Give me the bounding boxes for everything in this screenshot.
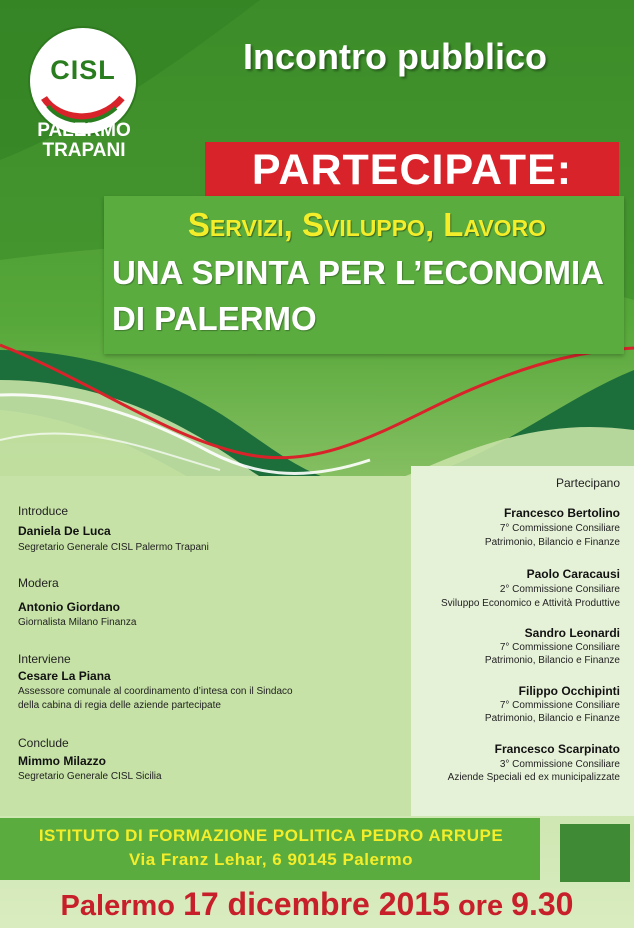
program-speaker-name: Mimmo Milazzo [18, 754, 107, 768]
program-speaker-name: Cesare La Piana [18, 669, 111, 683]
event-time: 9.30 [511, 886, 574, 922]
event-city: Palermo [60, 890, 175, 922]
participant-role: 7° Commissione Consiliare [499, 700, 620, 711]
venue-address: Via Franz Lehar, 6 90145 Palermo [128, 850, 414, 869]
participant-role: 2° Commissione Consiliare [499, 584, 620, 595]
program-section-label: Introduce [18, 504, 69, 518]
program-speaker-role: della cabina di regia delle aziende partecipate [18, 700, 221, 711]
logo-name: CISL [50, 55, 116, 85]
program-section-label: Conclude [18, 736, 69, 750]
event-date: 17 dicembre 2015 [183, 886, 450, 922]
event-date-line [0, 886, 634, 923]
participant-name: Sandro Leonardi [524, 626, 620, 640]
participant-role: 7° Commissione Consiliare [499, 642, 620, 653]
participant-role: Patrimonio, Bilancio e Finanze [484, 713, 620, 724]
event-type-title: Incontro pubblico [243, 36, 547, 77]
participant-name: Francesco Bertolino [503, 506, 620, 520]
event-time-label: ore [457, 890, 504, 922]
participant-role: Patrimonio, Bilancio e Finanze [484, 655, 620, 666]
program-speaker-name: Antonio Giordano [18, 600, 120, 614]
logo-city-palermo: PALERMO [37, 120, 131, 141]
program-section-label: Modera [18, 576, 59, 590]
participants-heading: Partecipano [555, 476, 620, 490]
venue-name: ISTITUTO DI FORMAZIONE POLITICA PEDRO ARRUPE [38, 826, 504, 845]
decorative-square [560, 824, 630, 882]
tagline-line-1: UNA SPINTA PER L’ECONOMIA [112, 254, 604, 291]
program-speaker-role: Segretario Generale CISL Sicilia [18, 771, 162, 782]
participant-role: 3° Commissione Consiliare [499, 759, 620, 770]
subtitle: Servizi, Sviluppo, Lavoro [187, 206, 547, 243]
program-speaker-role: Assessore comunale al coordinamento d’intesa con il Sindaco [18, 686, 293, 697]
program-speaker-role: Segretario Generale CISL Palermo Trapani [18, 542, 209, 553]
logo-city-trapani: TRAPANI [42, 140, 126, 161]
participant-name: Paolo Caracausi [526, 567, 620, 581]
tagline-line-2: DI PALERMO [112, 300, 317, 337]
main-title: PARTECIPATE: [251, 146, 573, 194]
participant-name: Francesco Scarpinato [494, 742, 620, 756]
program-section-label: Interviene [18, 652, 71, 666]
program-speaker-name: Daniela De Luca [18, 524, 111, 538]
participant-role: Sviluppo Economico e Attività Produttive [441, 598, 620, 609]
participant-role: Patrimonio, Bilancio e Finanze [484, 537, 620, 548]
program-speaker-role: Giornalista Milano Finanza [18, 617, 137, 628]
participant-name: Filippo Occhipinti [518, 684, 620, 698]
participant-role: Aziende Speciali ed ex municipalizzate [447, 772, 620, 783]
participant-role: 7° Commissione Consiliare [499, 523, 620, 534]
